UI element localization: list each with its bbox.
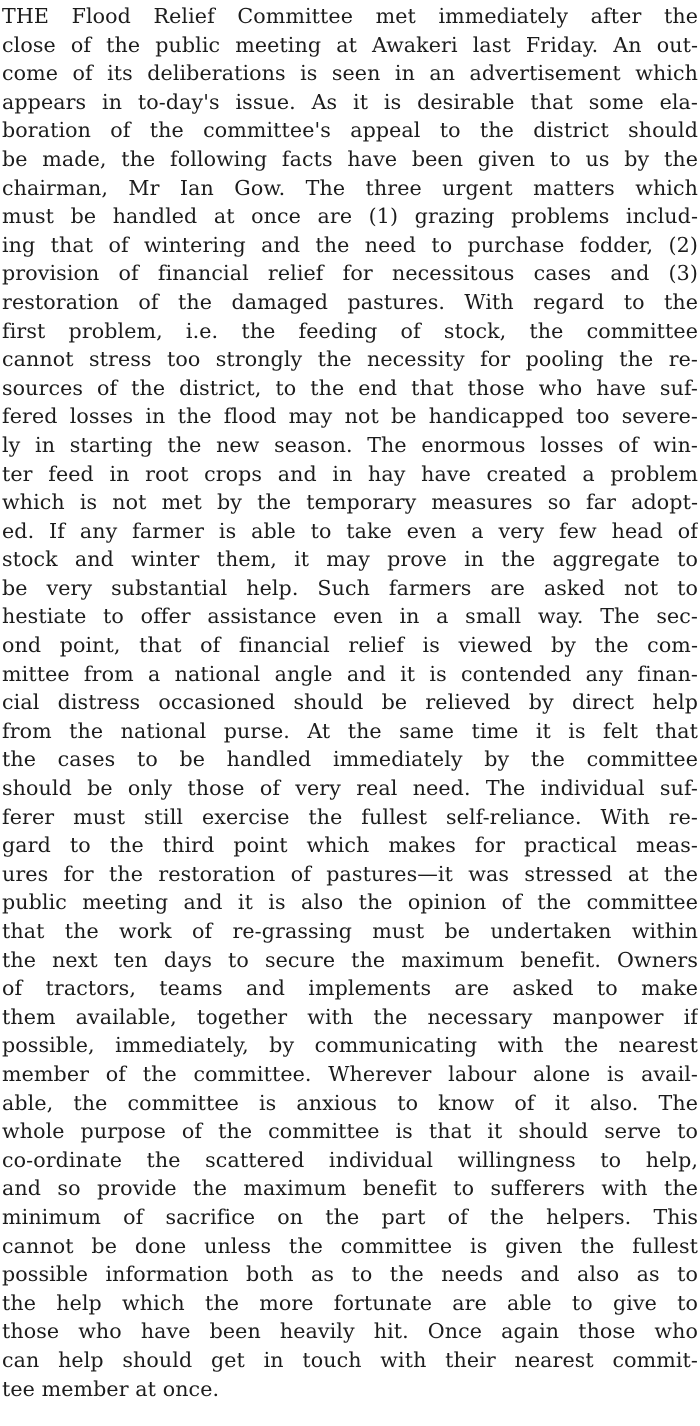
article-line: whole purpose of the committee is that it should serve to <box>2 1119 698 1144</box>
article-line: member of the committee. Wherever labour alone is avail- <box>2 1061 698 1086</box>
article-line: ed. If any farmer is able to take even a very few head of <box>2 518 698 543</box>
article-line: possible, immediately, by communicating with the nearest <box>2 1033 698 1058</box>
article-line: mittee from a national angle and it is contended any finan- <box>2 661 698 686</box>
article-line: co-ordinate the scattered individual willingness to help, <box>2 1147 698 1172</box>
article-line: first problem, i.e. the feeding of stock, the committee <box>2 318 698 343</box>
article-line: fered losses in the flood may not be handicapped too severe- <box>2 404 698 429</box>
article-line: close of the public meeting at Awakeri last Friday. An out- <box>2 32 698 57</box>
article-line: be very substantial help. Such farmers are asked not to <box>2 575 698 600</box>
article-line: of tractors, teams and implements are asked to make <box>2 976 698 1001</box>
article-line: cial distress occasioned should be relieved by direct help <box>2 690 698 715</box>
article-line: the next ten days to secure the maximum benefit. Owners <box>2 947 698 972</box>
article-line: possible information both as to the needs and also as to <box>2 1262 698 1287</box>
article-line-last: tee member at once. <box>2 1376 220 1401</box>
article-line: chairman, Mr Ian Gow. The three urgent matters which <box>2 175 698 200</box>
article-line: THE Flood Relief Committee met immediately after the <box>2 4 698 28</box>
article-line: be made, the following facts have been given to us by the <box>2 146 698 171</box>
article-line: ing that of wintering and the need to purchase fodder, (2) <box>2 232 698 257</box>
article-line: hestiate to offer assistance even in a small way. The sec- <box>2 604 698 629</box>
article-line: must be handled at once are (1) grazing problems includ- <box>2 204 698 229</box>
article-line: restoration of the damaged pastures. With regard to the <box>2 289 698 314</box>
article-line: should be only those of very real need. The individual suf- <box>2 776 698 801</box>
article-line: can help should get in touch with their nearest commit- <box>2 1347 698 1372</box>
article-line: boration of the committee's appeal to the district should <box>2 118 698 143</box>
article-line: ferer must still exercise the fullest self-reliance. With re- <box>2 804 698 829</box>
article-line: sources of the district, to the end that those who have suf- <box>2 375 698 400</box>
article-line: those who have been heavily hit. Once again those who <box>2 1319 698 1344</box>
article-line: appears in to-day's issue. As it is desirable that some ela- <box>2 89 698 114</box>
article-column <box>2 0 698 1403</box>
article-line: ures for the restoration of pastures—it was stressed at the <box>2 861 698 886</box>
article-line: from the national purse. At the same time it is felt that <box>2 718 698 743</box>
article-line: the help which the more fortunate are able to give to <box>2 1290 698 1315</box>
article-line: stock and winter them, it may prove in the aggregate to <box>2 547 698 572</box>
article-line: ond point, that of financial relief is viewed by the com- <box>2 633 698 658</box>
article-line: which is not met by the temporary measures so far adopt- <box>2 490 698 515</box>
article-line: ly in starting the new season. The enormous losses of win- <box>2 432 698 457</box>
article-line: ter feed in root crops and in hay have created a problem <box>2 461 698 486</box>
article-line: come of its deliberations is seen in an advertisement which <box>2 61 698 86</box>
article-line: minimum of sacrifice on the part of the helpers. This <box>2 1204 698 1229</box>
article-line: the cases to be handled immediately by the committee <box>2 747 698 772</box>
article-line: provision of financial relief for necessitous cases and (3) <box>2 261 698 286</box>
article-line: cannot stress too strongly the necessity for pooling the re- <box>2 347 698 372</box>
article-line: cannot be done unless the committee is given the fullest <box>2 1233 698 1258</box>
article-line: able, the committee is anxious to know of it also. The <box>2 1090 698 1115</box>
article-line: them available, together with the necessary manpower if <box>2 1004 698 1029</box>
article-line: and so provide the maximum benefit to sufferers with the <box>2 1176 698 1201</box>
article-line: public meeting and it is also the opinion of the committee <box>2 890 698 915</box>
article-line: gard to the third point which makes for practical meas- <box>2 833 698 858</box>
article-line: that the work of re-grassing must be undertaken within <box>2 919 698 943</box>
